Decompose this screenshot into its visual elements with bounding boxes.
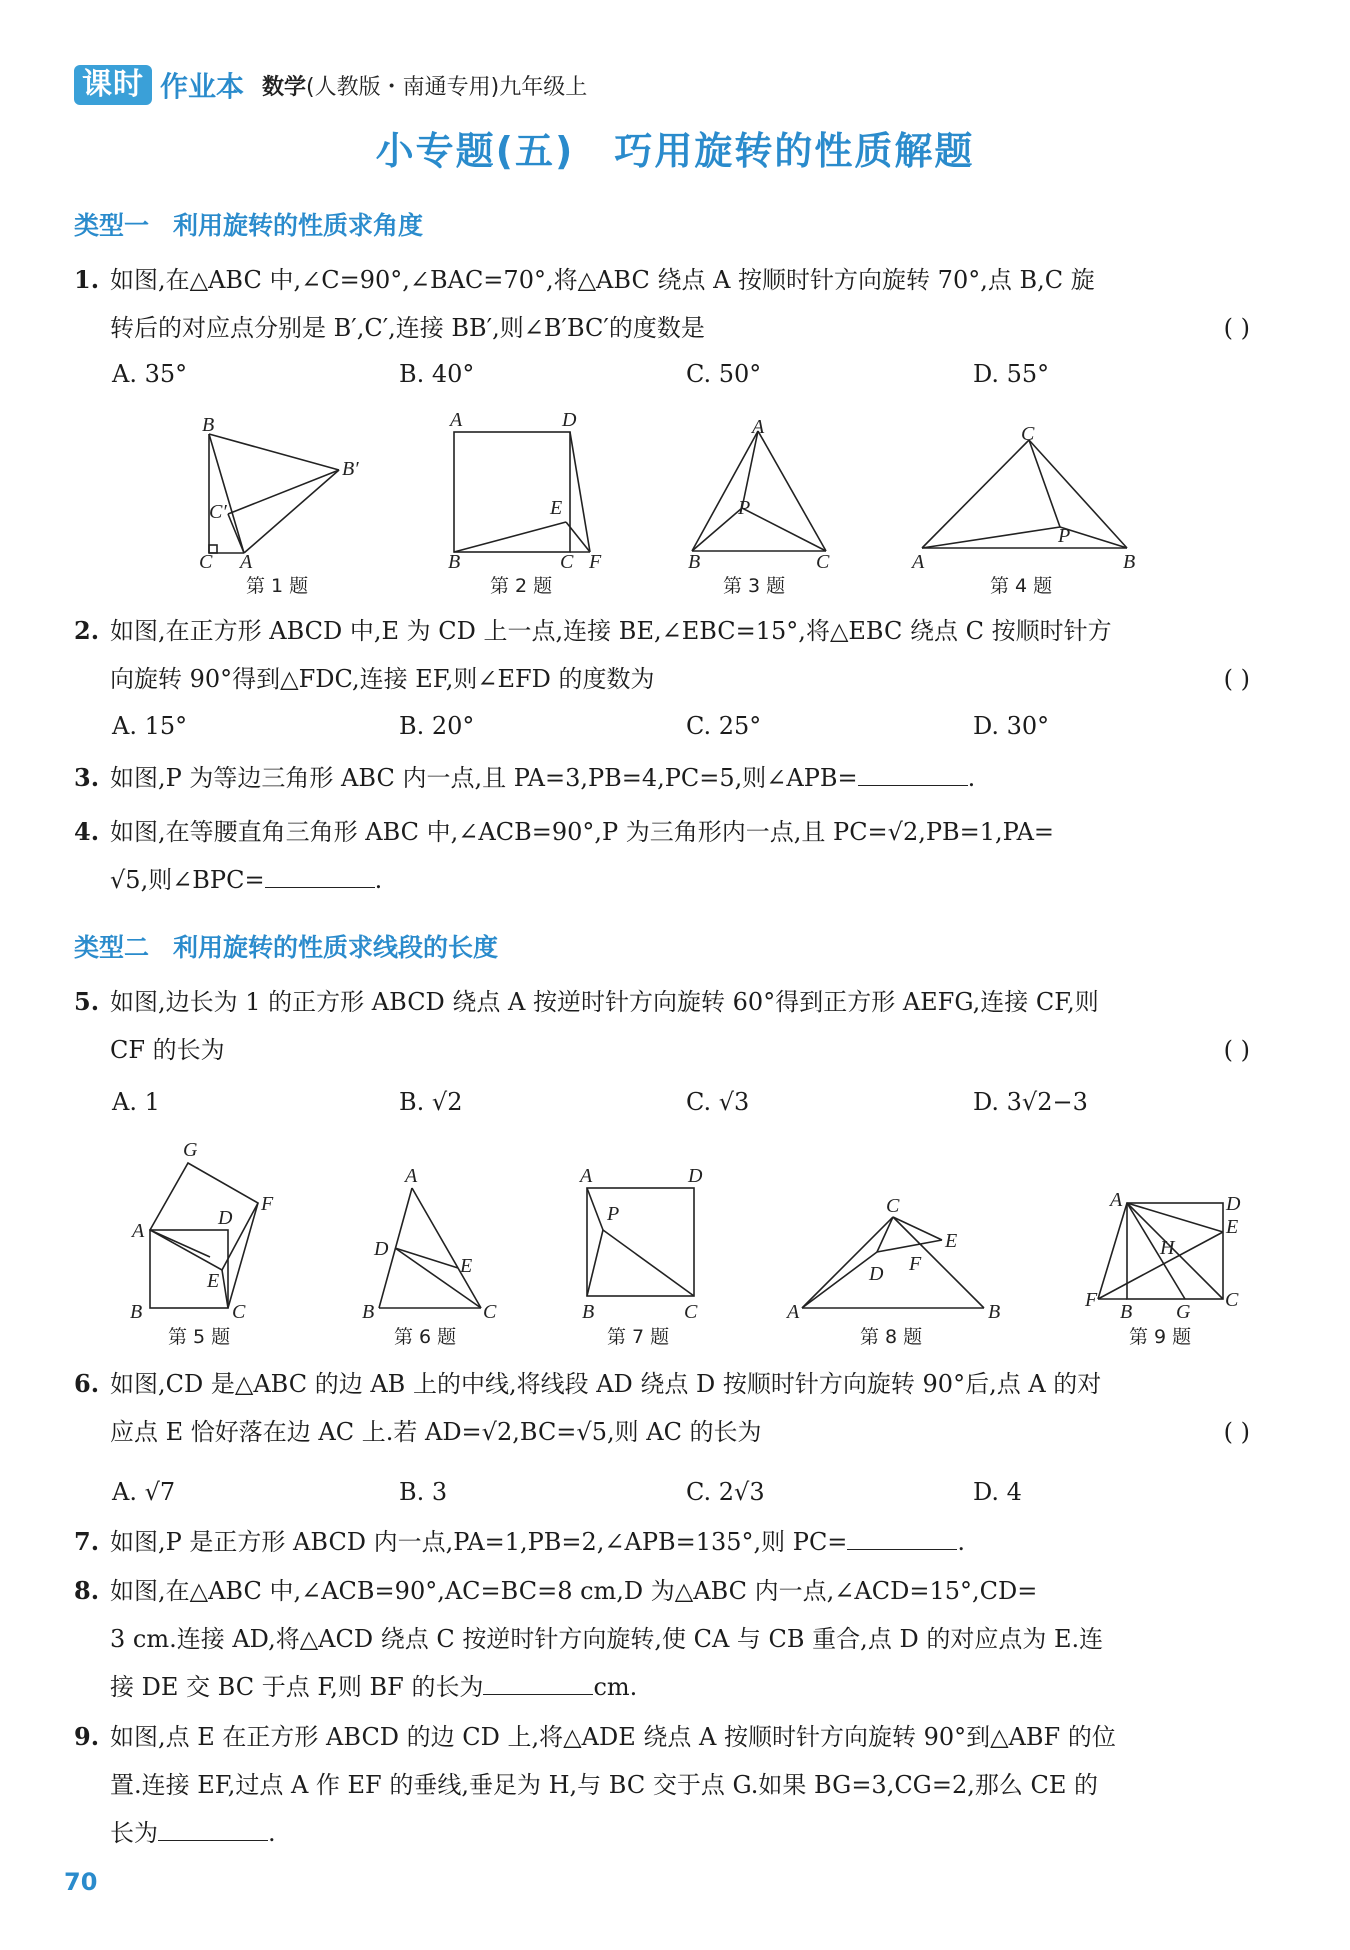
section-heading-1: 类型一 利用旋转的性质求角度 (74, 211, 424, 240)
fig1-label-a: A (240, 551, 253, 573)
option-d: D. 3√2−3 (973, 1088, 1088, 1116)
question-4: 4. 如图,在等腰直角三角形 ABC 中,∠ACB=90°,P 为三角形内一点,且 PC=√2,PB=1,PA= √5,则∠BPC= . (74, 817, 1055, 894)
book-logo: 课时 (74, 65, 152, 105)
answer-blank[interactable] (847, 1519, 957, 1550)
fig7-label-c: C (684, 1301, 698, 1323)
fig6-label-d: D (374, 1238, 389, 1260)
question-5: 5. 如图,边长为 1 的正方形 ABCD 绕点 A 按逆时针方向旋转 60°得到正方形 AEFG,连接 CF,则 CF 的长为 ( ) (74, 987, 1250, 1064)
fig5-label-d: D (218, 1207, 233, 1229)
book-logo-text: 作业本 (160, 70, 245, 103)
fig3-label-a: A (752, 416, 765, 438)
option-d: D. 55° (973, 360, 1050, 388)
fig5-label-b: B (130, 1301, 143, 1323)
option-d: D. 4 (973, 1478, 1022, 1506)
fig2-label-c: C (560, 551, 574, 573)
fig5-label-f: F (261, 1193, 274, 1215)
fig8-label-d: D (869, 1263, 884, 1285)
fig4-label-b: B (1123, 551, 1136, 573)
answer-blank[interactable] (483, 1664, 593, 1695)
figure-9-caption: 第 9 题 (1129, 1326, 1192, 1348)
fig7-label-d: D (688, 1165, 703, 1187)
fig9-label-b: B (1120, 1301, 1133, 1323)
fig4-label-a: A (912, 551, 925, 573)
figure-6-caption: 第 6 题 (394, 1326, 457, 1348)
fig1-label-c: C (199, 551, 213, 573)
fig2-label-f: F (589, 551, 602, 573)
option-c: C. 2√3 (686, 1478, 765, 1506)
question-2: 2. 如图,在正方形 ABCD 中,E 为 CD 上一点,连接 BE,∠EBC=15°,将△EBC 绕点 C 按顺时针方 向旋转 90°得到△FDC,连接 EF,则∠EFD 的度数为 ( ) (74, 616, 1250, 693)
fig5-label-g: G (183, 1139, 198, 1161)
option-c: C. 50° (686, 360, 762, 388)
fig1-label-b: B (202, 414, 215, 436)
question-3: 3. 如图,P 为等边三角形 ABC 内一点,且 PA=3,PB=4,PC=5,则∠APB= . (74, 754, 1264, 802)
fig4-label-c: C (1021, 423, 1035, 445)
option-c: C. √3 (686, 1088, 750, 1116)
fig9-label-h: H (1160, 1237, 1175, 1259)
fig5-label-c: C (232, 1301, 246, 1323)
fig9-label-e: E (1226, 1216, 1239, 1238)
option-b: B. 20° (399, 712, 475, 740)
question-6: 6. 如图,CD 是△ABC 的边 AB 上的中线,将线段 AD 绕点 D 按顺时针方向旋转 90°后,点 A 的对 应点 E 恰好落在边 AC 上.若 AD=√2,BC=√5,则 AC 的长为 ( ) (74, 1369, 1250, 1446)
fig7-label-a: A (580, 1165, 593, 1187)
fig1-label-c-prime: C′ (209, 501, 227, 523)
fig3-label-b: B (688, 551, 701, 573)
page-title: 小专题(五) 巧用旋转的性质解题 (375, 129, 975, 173)
fig2-label-e: E (550, 497, 563, 519)
fig7-label-p: P (607, 1203, 620, 1225)
fig2-label-b: B (448, 551, 461, 573)
fig1-label-b-prime: B′ (342, 458, 359, 480)
figure-4-caption: 第 4 题 (990, 575, 1053, 597)
question-9: 9. 如图,点 E 在正方形 ABCD 的边 CD 上,将△ADE 绕点 A 按顺时针方向旋转 90°到△ABF 的位 置.连接 EF,过点 A 作 EF 的垂线,垂足为 H,与 BC 交于点 G.如果 BG=3,CG=2,那么 CE 的 长为 . (74, 1722, 1116, 1847)
fig9-label-a: A (1110, 1189, 1123, 1211)
option-a: A. √7 (112, 1478, 176, 1506)
fig2-label-a: A (450, 409, 463, 431)
fig6-label-b: B (362, 1301, 375, 1323)
fig2-label-d: D (562, 409, 577, 431)
figure-5-caption: 第 5 题 (168, 1326, 231, 1348)
fig5-label-e: E (207, 1270, 220, 1292)
option-a: A. 1 (112, 1088, 160, 1116)
fig4-label-p: P (1058, 525, 1071, 547)
fig6-label-a: A (405, 1165, 418, 1187)
option-b: B. 40° (399, 360, 475, 388)
fig6-label-e: E (460, 1255, 473, 1277)
option-a: A. 35° (112, 360, 188, 388)
fig7-label-b: B (582, 1301, 595, 1323)
fig9-label-c: C (1225, 1289, 1239, 1311)
question-8: 8. 如图,在△ABC 中,∠ACB=90°,AC=BC=8 cm,D 为△ABC 内一点,∠ACD=15°,CD= 3 cm.连接 AD,将△ACD 绕点 C 按逆时针方向旋转,使 CA 与 CB 重合,点 D 的对应点为 E.连 接 DE 交 BC 于点 F,则 BF 的长为 cm. (74, 1576, 1104, 1701)
fig8-label-b: B (988, 1301, 1001, 1323)
question-1: 1. 如图,在△ABC 中,∠C=90°,∠BAC=70°,将△ABC 绕点 A 按顺时针方向旋转 70°,点 B,C 旋 转后的对应点分别是 B′,C′,连接 BB′,则∠B′BC′的度数是 ( ) (74, 265, 1250, 342)
fig5-label-a: A (132, 1220, 145, 1242)
fig9-label-g: G (1176, 1301, 1191, 1323)
fig9-label-d: D (1226, 1193, 1241, 1215)
figure-7-caption: 第 7 题 (607, 1326, 670, 1348)
page-number: 70 (64, 1868, 98, 1896)
fig3-label-c: C (816, 551, 830, 573)
option-c: C. 25° (686, 712, 762, 740)
fig8-label-c: C (886, 1195, 900, 1217)
section-heading-2: 类型二 利用旋转的性质求线段的长度 (74, 933, 499, 962)
question-6-options (112, 1478, 1262, 1506)
figure-3-caption: 第 3 题 (723, 575, 786, 597)
fig8-label-f: F (909, 1253, 922, 1275)
figure-8-caption: 第 8 题 (860, 1326, 923, 1348)
fig8-label-e: E (945, 1230, 958, 1252)
option-a: A. 15° (112, 712, 188, 740)
fig9-label-f: F (1085, 1289, 1098, 1311)
question-7: 7. 如图,P 是正方形 ABCD 内一点,PA=1,PB=2,∠APB=135°,则 PC= . (74, 1518, 1264, 1566)
answer-blank[interactable] (158, 1810, 268, 1841)
fig6-label-c: C (483, 1301, 497, 1323)
figure-2-caption: 第 2 题 (490, 575, 553, 597)
subject-label: 数学(人教版・南通专用)九年级上 (262, 74, 588, 100)
figure-1-caption: 第 1 题 (246, 575, 309, 597)
fig8-label-a: A (787, 1301, 800, 1323)
fig3-label-p: P (738, 497, 751, 519)
option-b: B. 3 (399, 1478, 448, 1506)
option-b: B. √2 (399, 1088, 463, 1116)
option-d: D. 30° (973, 712, 1050, 740)
